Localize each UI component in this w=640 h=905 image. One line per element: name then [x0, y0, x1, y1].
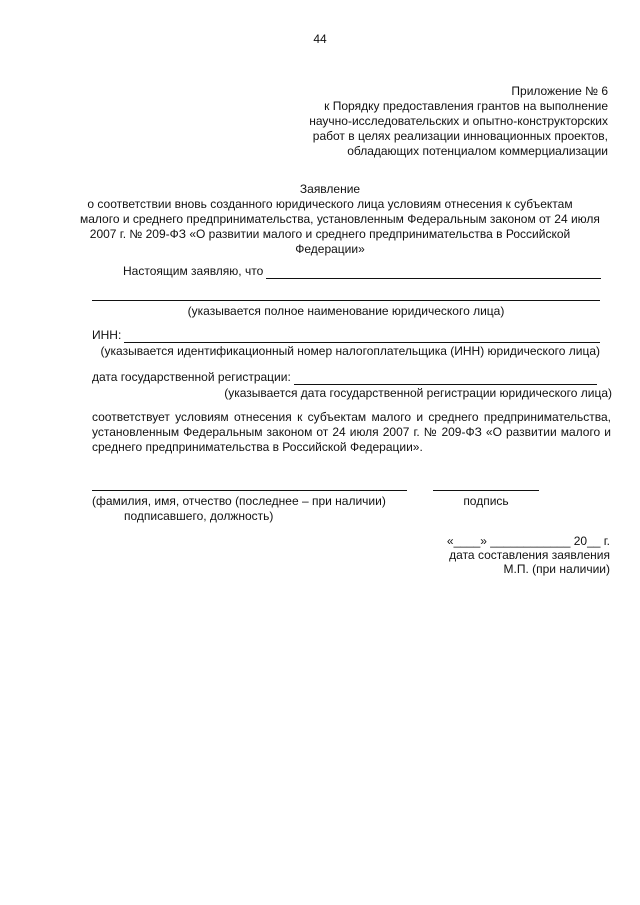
- appendix-header: [248, 84, 608, 159]
- signer-name-hint-line: подписавшего, должность): [124, 509, 274, 523]
- registration-hint: (указывается дата государственной регистрации юридического лица): [224, 386, 612, 400]
- date-line[interactable]: «____» ____________ 20__ г.: [446, 534, 610, 548]
- signer-name-hint: [92, 494, 412, 524]
- registration-label: дата государственной регистрации:: [92, 370, 291, 384]
- date-caption: дата составления заявления: [449, 548, 610, 562]
- page-number: 44: [313, 32, 327, 46]
- legal-name-blank-line[interactable]: [92, 288, 600, 301]
- statement-title: Заявление: [299, 182, 361, 196]
- signature-blank-line[interactable]: [433, 478, 539, 491]
- inn-row: [92, 328, 600, 343]
- legal-name-hint: (указывается полное наименование юридического лица): [187, 304, 505, 318]
- statement-line: малого и среднего предпринимательства, установленным Федеральным законом от 24 июля: [80, 212, 600, 226]
- seal-note: М.П. (при наличии): [503, 562, 610, 576]
- inn-hint: (указывается идентификационный номер налогоплательщика (ИНН) юридического лица): [100, 344, 600, 358]
- appendix-line: работ в целях реализации инновационных проектов,: [312, 129, 608, 143]
- inn-blank-line[interactable]: [124, 330, 600, 343]
- appendix-line: обладающих потенциалом коммерциализации: [347, 144, 608, 158]
- declare-row: [123, 264, 601, 279]
- inn-label: ИНН:: [92, 328, 122, 342]
- appendix-line: научно-исследовательских и опытно-конструкторских: [309, 114, 608, 128]
- signer-name-hint-line: (фамилия, имя, отчество (последнее – при наличии): [92, 494, 386, 508]
- statement-line: 2007 г. № 209-ФЗ «О развитии малого и среднего предпринимательства в Российской: [89, 227, 571, 241]
- signer-name-blank-line[interactable]: [92, 478, 407, 491]
- signature-hint: подпись: [463, 494, 509, 508]
- statement-line: о соответствии вновь созданного юридического лица условиям отнесения к субъектам: [87, 197, 573, 211]
- statement-line: Федерации»: [295, 242, 365, 256]
- appendix-line: Приложение № 6: [511, 84, 608, 98]
- appendix-line: к Порядку предоставления грантов на выполнение: [324, 99, 608, 113]
- registration-row: [92, 370, 597, 385]
- conformity-paragraph: соответствует условиям отнесения к субъектам малого и среднего предпринимательства, установленным Федеральным законом от 24 июля 2007 г. № 209-ФЗ «О развитии малого и среднего предпринимательства в Российской Федерации».: [92, 410, 611, 454]
- statement-heading: [80, 182, 600, 257]
- declare-label: Настоящим заявляю, что: [123, 264, 264, 278]
- declare-blank-line[interactable]: [266, 266, 601, 279]
- registration-blank-line[interactable]: [294, 372, 597, 385]
